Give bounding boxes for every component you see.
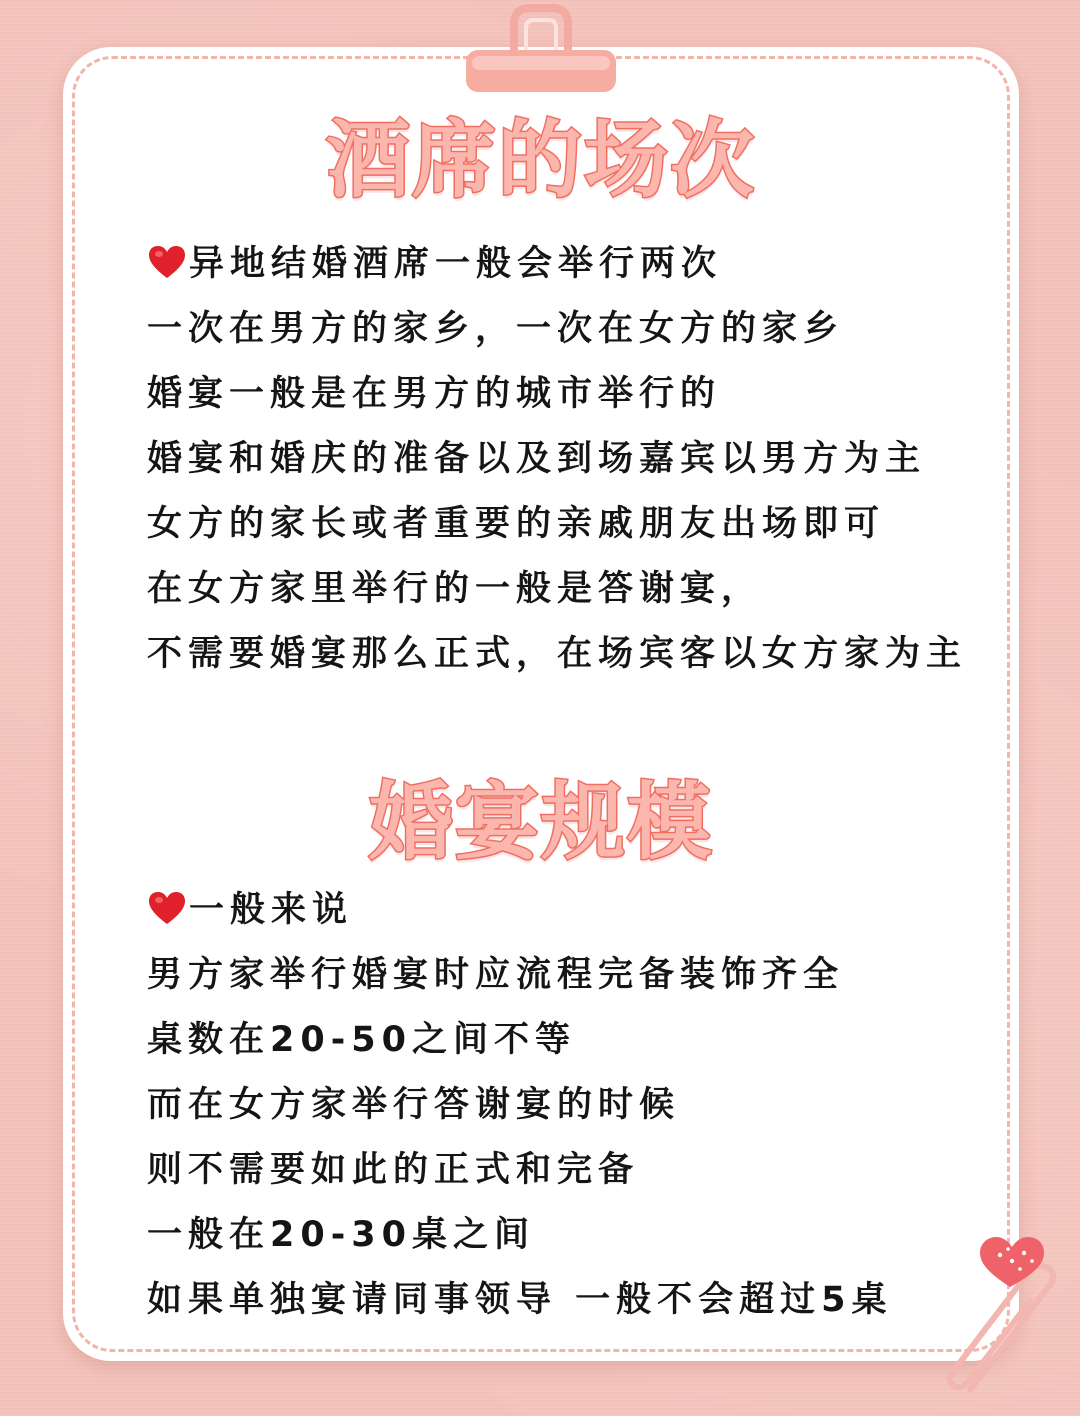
text-line: 则不需要如此的正式和完备 [147,1150,640,1190]
text-line: 婚宴一般是在男方的城市举行的 [147,374,722,414]
section-scale-body [147,878,1009,1333]
text-line: 如果单独宴请同事领导 一般不会超过5桌 [147,1280,893,1320]
text-line: 不需要婚宴那么正式，在场宾客以女方家为主 [147,634,968,674]
heart-icon [147,890,187,926]
text-line: 女方的家长或者重要的亲戚朋友出场即可 [147,504,886,544]
heart-icon [147,244,187,280]
heart-paperclip-icon [900,1225,1060,1395]
text-line: 婚宴和婚庆的准备以及到场嘉宾以男方为主 [147,439,927,479]
text-line: 一般在20-30桌之间 [147,1215,535,1255]
text-line: 一次在男方的家乡，一次在女方的家乡 [147,309,845,349]
text-line: 而在女方家举行答谢宴的时候 [147,1085,681,1125]
section-venues-body [147,232,1009,687]
section-title-scale: 婚宴规模 [368,773,713,871]
section-title-venues: 酒席的场次 [325,111,756,209]
text-line: 桌数在20-50之间不等 [147,1020,576,1060]
text-line: 在女方家里举行的一般是答谢宴， [147,569,763,609]
text-line: 男方家举行婚宴时应流程完备装饰齐全 [147,955,845,995]
text-line: 异地结婚酒席一般会举行两次 [147,232,1009,297]
text-line: 一般来说 [147,878,1009,943]
paper-clip-icon [462,2,620,98]
